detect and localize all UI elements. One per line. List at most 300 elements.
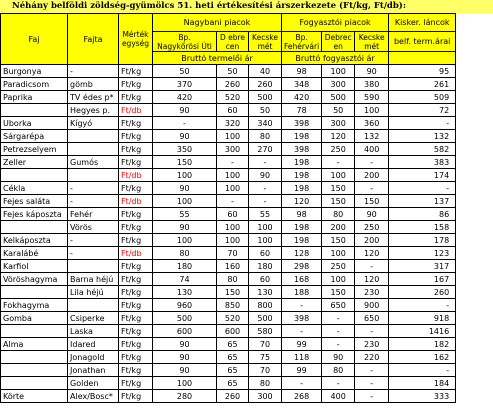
- cell-debrecen: 100: [217, 169, 249, 182]
- cell-kecskemet: 130: [249, 286, 282, 299]
- cell-kisker: 137: [389, 195, 456, 208]
- cell-kisker: 95: [389, 65, 456, 78]
- cell-unit: Ft/kg: [119, 234, 153, 247]
- cell-kisker: 317: [389, 260, 456, 273]
- cell-faj: [1, 325, 68, 338]
- cell-debrecen-fogy: -: [322, 312, 355, 325]
- cell-kecskemet: -: [249, 182, 282, 195]
- cell-debrecen: 80: [217, 273, 249, 286]
- price-table: [0, 13, 456, 403]
- cell-fajta: [68, 299, 119, 312]
- cell-bp-nagykorosi: 100: [153, 169, 217, 182]
- cell-kisker: 72: [389, 104, 456, 117]
- cell-kecskemet-fogy: -: [355, 364, 389, 377]
- header-bp-nagy-2: Nagykőrösi Úti: [157, 41, 212, 51]
- cell-faj: Petrezselyem: [1, 143, 68, 156]
- cell-faj: [1, 377, 68, 390]
- cell-bp-nagykorosi: 80: [153, 247, 217, 260]
- cell-unit: Ft/db: [119, 169, 153, 182]
- table-row: [1, 169, 456, 182]
- cell-kisker: 86: [389, 208, 456, 221]
- cell-fajta: -: [68, 234, 119, 247]
- cell-bp-fehervari: 398: [282, 312, 322, 325]
- header-unit-line1: Mérték: [122, 30, 149, 39]
- cell-kecskemet: 100: [249, 234, 282, 247]
- header-bp-feh-1: Bp.: [295, 32, 308, 42]
- cell-debrecen-fogy: 100: [322, 169, 355, 182]
- cell-kecskemet: 800: [249, 299, 282, 312]
- cell-fajta: TV édes p*: [68, 91, 119, 104]
- table-row: [1, 351, 456, 364]
- cell-kecskemet-fogy: 650: [355, 312, 389, 325]
- cell-bp-nagykorosi: 100: [153, 377, 217, 390]
- cell-kisker: 383: [389, 156, 456, 169]
- cell-kecskemet-fogy: 200: [355, 169, 389, 182]
- cell-bp-nagykorosi: 180: [153, 260, 217, 273]
- header-kecskemet-2col: [355, 32, 389, 52]
- cell-kecskemet-fogy: 220: [355, 351, 389, 364]
- cell-unit: Ft/kg: [119, 351, 153, 364]
- cell-fajta: [68, 143, 119, 156]
- cell-bp-nagykorosi: 90: [153, 182, 217, 195]
- cell-kecskemet-fogy: 120: [355, 273, 389, 286]
- cell-kecskemet-fogy: 250: [355, 221, 389, 234]
- cell-unit: Ft/kg: [119, 130, 153, 143]
- cell-bp-nagykorosi: 74: [153, 273, 217, 286]
- cell-kecskemet-fogy: 132: [355, 130, 389, 143]
- cell-bp-nagykorosi: 150: [153, 156, 217, 169]
- cell-debrecen: 65: [217, 351, 249, 364]
- cell-kecskemet-fogy: 90: [355, 208, 389, 221]
- cell-kecskemet: 60: [249, 273, 282, 286]
- cell-debrecen-fogy: 50: [322, 104, 355, 117]
- cell-kisker: 162: [389, 351, 456, 364]
- cell-debrecen-fogy: 100: [322, 273, 355, 286]
- cell-kecskemet: 40: [249, 65, 282, 78]
- cell-kecskemet: 70: [249, 364, 282, 377]
- cell-bp-fehervari: 188: [282, 286, 322, 299]
- cell-unit: Ft/kg: [119, 208, 153, 221]
- cell-unit: Ft/kg: [119, 156, 153, 169]
- cell-debrecen: 50: [217, 65, 249, 78]
- cell-unit: Ft/kg: [119, 273, 153, 286]
- cell-kecskemet: 340: [249, 117, 282, 130]
- cell-bp-fehervari: 420: [282, 91, 322, 104]
- table-row: [1, 91, 456, 104]
- cell-unit: Ft/kg: [119, 260, 153, 273]
- cell-faj: [1, 351, 68, 364]
- cell-bp-fehervari: -: [282, 325, 322, 338]
- cell-fajta: [68, 169, 119, 182]
- table-row: [1, 312, 456, 325]
- cell-bp-fehervari: 198: [282, 169, 322, 182]
- cell-kecskemet: -: [249, 195, 282, 208]
- cell-fajta: Hegyes p.: [68, 104, 119, 117]
- cell-debrecen: 260: [217, 390, 249, 403]
- header-kecskemet-1: Kecske: [252, 32, 278, 42]
- cell-fajta: -: [68, 182, 119, 195]
- header-bp-nagy-1: Bp.: [178, 32, 191, 42]
- cell-faj: [1, 286, 68, 299]
- cell-fajta: Golden: [68, 377, 119, 390]
- header-brutto-fogyasztoi: Bruttó fogyasztói ár: [282, 52, 389, 65]
- header-fogyaszto: Fogyasztói piacok: [282, 14, 389, 32]
- header-bp-fehervari: [282, 32, 322, 52]
- table-row: [1, 117, 456, 130]
- cell-bp-fehervari: 348: [282, 78, 322, 91]
- cell-unit: Ft/kg: [119, 312, 153, 325]
- cell-kisker: -: [389, 182, 456, 195]
- cell-kisker: 178: [389, 234, 456, 247]
- cell-debrecen-fogy: 80: [322, 208, 355, 221]
- cell-bp-nagykorosi: 90: [153, 338, 217, 351]
- cell-kecskemet-fogy: 380: [355, 78, 389, 91]
- cell-faj: Fejes saláta: [1, 195, 68, 208]
- cell-unit: Ft/kg: [119, 325, 153, 338]
- cell-faj: [1, 104, 68, 117]
- cell-unit: Ft/kg: [119, 221, 153, 234]
- header-debrecen2-2: en: [333, 41, 343, 51]
- header-bp-feh-2: Fehérvári: [284, 41, 320, 51]
- cell-unit: Ft/kg: [119, 299, 153, 312]
- header-unit: [119, 14, 153, 65]
- cell-kisker: 182: [389, 338, 456, 351]
- header-kecskemet: [249, 32, 282, 52]
- cell-debrecen: 60: [217, 208, 249, 221]
- table-row: [1, 273, 456, 286]
- cell-bp-fehervari: -: [282, 377, 322, 390]
- cell-kisker: 167: [389, 273, 456, 286]
- cell-fajta: Lila héjú: [68, 286, 119, 299]
- cell-unit: Ft/kg: [119, 338, 153, 351]
- cell-bp-fehervari: 198: [282, 130, 322, 143]
- cell-debrecen-fogy: 650: [322, 299, 355, 312]
- cell-debrecen-fogy: 150: [322, 182, 355, 195]
- cell-bp-nagykorosi: 100: [153, 195, 217, 208]
- table-row: [1, 104, 456, 117]
- cell-bp-nagykorosi: -: [153, 117, 217, 130]
- cell-kisker: 509: [389, 91, 456, 104]
- cell-bp-nagykorosi: 55: [153, 208, 217, 221]
- table-row: [1, 377, 456, 390]
- cell-debrecen: 70: [217, 247, 249, 260]
- cell-bp-nagykorosi: 90: [153, 130, 217, 143]
- table-row: [1, 260, 456, 273]
- cell-debrecen-fogy: 150: [322, 195, 355, 208]
- cell-bp-nagykorosi: 90: [153, 221, 217, 234]
- cell-debrecen: 150: [217, 286, 249, 299]
- cell-debrecen-fogy: 150: [322, 234, 355, 247]
- cell-bp-nagykorosi: 370: [153, 78, 217, 91]
- cell-kecskemet-fogy: 120: [355, 247, 389, 260]
- table-row: [1, 130, 456, 143]
- cell-bp-fehervari: 78: [282, 104, 322, 117]
- header-kisker: Kisker. láncok: [389, 14, 456, 32]
- cell-unit: Ft/kg: [119, 182, 153, 195]
- cell-faj: Vöröshagyma: [1, 273, 68, 286]
- cell-kecskemet: 75: [249, 351, 282, 364]
- cell-bp-fehervari: 128: [282, 247, 322, 260]
- cell-faj: Karalábé: [1, 247, 68, 260]
- cell-bp-nagykorosi: 420: [153, 91, 217, 104]
- cell-kisker: 918: [389, 312, 456, 325]
- cell-debrecen: 65: [217, 377, 249, 390]
- cell-faj: Paprika: [1, 91, 68, 104]
- cell-bp-nagykorosi: 130: [153, 286, 217, 299]
- cell-bp-fehervari: 398: [282, 117, 322, 130]
- cell-faj: Uborka: [1, 117, 68, 130]
- cell-fajta: gömb: [68, 78, 119, 91]
- cell-bp-fehervari: -: [282, 299, 322, 312]
- cell-kecskemet: 55: [249, 208, 282, 221]
- cell-debrecen-fogy: 200: [322, 221, 355, 234]
- table-row: [1, 221, 456, 234]
- cell-unit: Ft/kg: [119, 117, 153, 130]
- cell-kecskemet: 180: [249, 260, 282, 273]
- cell-kecskemet-fogy: -: [355, 260, 389, 273]
- cell-bp-fehervari: 98: [282, 208, 322, 221]
- cell-kisker: 261: [389, 78, 456, 91]
- header-kecskemet-2: mét: [257, 41, 273, 51]
- table-row: [1, 234, 456, 247]
- cell-debrecen-fogy: 100: [322, 247, 355, 260]
- cell-debrecen-fogy: 400: [322, 390, 355, 403]
- header-unit-line2: egység: [121, 39, 150, 48]
- cell-debrecen: 160: [217, 260, 249, 273]
- cell-fajta: Jonathan: [68, 364, 119, 377]
- cell-bp-nagykorosi: 600: [153, 325, 217, 338]
- cell-kecskemet-fogy: 590: [355, 91, 389, 104]
- cell-bp-nagykorosi: 100: [153, 234, 217, 247]
- cell-fajta: -: [68, 65, 119, 78]
- header-faj: Faj: [1, 14, 68, 65]
- cell-unit: Ft/db: [119, 195, 153, 208]
- cell-kecskemet-fogy: 100: [355, 104, 389, 117]
- cell-kisker: 158: [389, 221, 456, 234]
- cell-debrecen: 520: [217, 91, 249, 104]
- cell-debrecen-fogy: -: [322, 156, 355, 169]
- header-kecskemet2-1: Kecske: [358, 32, 385, 42]
- cell-bp-nagykorosi: 50: [153, 65, 217, 78]
- table-row: [1, 156, 456, 169]
- cell-fajta: Csiperke: [68, 312, 119, 325]
- cell-kecskemet: -: [249, 156, 282, 169]
- cell-kisker: 333: [389, 390, 456, 403]
- cell-unit: Ft/kg: [119, 390, 153, 403]
- cell-debrecen: 600: [217, 325, 249, 338]
- cell-kecskemet-fogy: -: [355, 325, 389, 338]
- cell-kecskemet-fogy: -: [355, 182, 389, 195]
- cell-fajta: Alex/Bosc*: [68, 390, 119, 403]
- table-row: [1, 286, 456, 299]
- cell-fajta: Kígyó: [68, 117, 119, 130]
- cell-debrecen-fogy: 250: [322, 143, 355, 156]
- cell-fajta: [68, 260, 119, 273]
- cell-kecskemet: 80: [249, 377, 282, 390]
- cell-kecskemet: 60: [249, 247, 282, 260]
- cell-fajta: Gumós: [68, 156, 119, 169]
- cell-debrecen-fogy: 120: [322, 130, 355, 143]
- cell-faj: Gomba: [1, 312, 68, 325]
- table-row: [1, 78, 456, 91]
- cell-faj: Karfiol: [1, 260, 68, 273]
- header-debrecen-1: D ebre: [219, 32, 246, 42]
- cell-faj: Burgonya: [1, 65, 68, 78]
- cell-bp-nagykorosi: 960: [153, 299, 217, 312]
- cell-kisker: 174: [389, 169, 456, 182]
- cell-faj: Fejes káposzta: [1, 208, 68, 221]
- cell-kecskemet-fogy: 400: [355, 143, 389, 156]
- cell-fajta: -: [68, 195, 119, 208]
- cell-kisker: 582: [389, 143, 456, 156]
- cell-kecskemet-fogy: 200: [355, 234, 389, 247]
- table-row: [1, 338, 456, 351]
- header-brutto-termeloi: Bruttó termelői ár: [153, 52, 282, 65]
- cell-debrecen: 100: [217, 182, 249, 195]
- cell-bp-fehervari: 98: [282, 65, 322, 78]
- cell-unit: Ft/kg: [119, 143, 153, 156]
- cell-kecskemet: 80: [249, 130, 282, 143]
- cell-kecskemet-fogy: -: [355, 156, 389, 169]
- cell-bp-fehervari: 198: [282, 221, 322, 234]
- cell-debrecen: 520: [217, 312, 249, 325]
- cell-bp-fehervari: 168: [282, 273, 322, 286]
- header-blank: [389, 52, 456, 65]
- cell-debrecen: -: [217, 195, 249, 208]
- cell-debrecen: 850: [217, 299, 249, 312]
- cell-bp-fehervari: 398: [282, 143, 322, 156]
- table-row: [1, 390, 456, 403]
- cell-bp-fehervari: 198: [282, 182, 322, 195]
- cell-debrecen: 100: [217, 221, 249, 234]
- cell-debrecen: 60: [217, 104, 249, 117]
- cell-faj: Alma: [1, 338, 68, 351]
- cell-debrecen: 65: [217, 338, 249, 351]
- cell-unit: Ft/kg: [119, 78, 153, 91]
- cell-kecskemet: 270: [249, 143, 282, 156]
- cell-unit: Ft/kg: [119, 364, 153, 377]
- cell-bp-fehervari: 99: [282, 338, 322, 351]
- table-row: [1, 65, 456, 78]
- cell-debrecen-fogy: -: [322, 338, 355, 351]
- cell-faj: Zeller: [1, 156, 68, 169]
- header-debrecen-2col: [322, 32, 355, 52]
- cell-debrecen: 320: [217, 117, 249, 130]
- cell-bp-fehervari: 120: [282, 195, 322, 208]
- cell-fajta: -: [68, 247, 119, 260]
- cell-fajta: Vörös: [68, 221, 119, 234]
- cell-debrecen-fogy: -: [322, 377, 355, 390]
- cell-bp-nagykorosi: 280: [153, 390, 217, 403]
- cell-kecskemet-fogy: 900: [355, 299, 389, 312]
- table-row: [1, 299, 456, 312]
- cell-kecskemet-fogy: 230: [355, 338, 389, 351]
- cell-kecskemet-fogy: 150: [355, 195, 389, 208]
- cell-unit: Ft/kg: [119, 65, 153, 78]
- cell-kecskemet: 500: [249, 312, 282, 325]
- cell-bp-fehervari: 198: [282, 156, 322, 169]
- cell-kecskemet: 90: [249, 169, 282, 182]
- cell-debrecen-fogy: 300: [322, 78, 355, 91]
- cell-kisker: 184: [389, 377, 456, 390]
- cell-kecskemet: 500: [249, 91, 282, 104]
- cell-debrecen-fogy: 90: [322, 351, 355, 364]
- header-debrecen2-1: Debrec: [324, 32, 352, 42]
- cell-debrecen: 65: [217, 364, 249, 377]
- cell-debrecen-fogy: 250: [322, 260, 355, 273]
- table-body: [1, 65, 456, 403]
- table-row: [1, 325, 456, 338]
- cell-kisker: -: [389, 299, 456, 312]
- cell-bp-nagykorosi: 500: [153, 312, 217, 325]
- cell-faj: Fokhagyma: [1, 299, 68, 312]
- cell-kisker: -: [389, 117, 456, 130]
- cell-unit: Ft/db: [119, 247, 153, 260]
- table-row: [1, 182, 456, 195]
- cell-debrecen: 260: [217, 78, 249, 91]
- cell-bp-fehervari: 99: [282, 364, 322, 377]
- cell-faj: [1, 221, 68, 234]
- cell-bp-nagykorosi: 90: [153, 364, 217, 377]
- cell-debrecen-fogy: -: [322, 325, 355, 338]
- cell-fajta: [68, 130, 119, 143]
- header-debrecen: [217, 32, 249, 52]
- cell-kecskemet-fogy: -: [355, 377, 389, 390]
- cell-unit: Ft/kg: [119, 377, 153, 390]
- cell-kisker: 260: [389, 286, 456, 299]
- cell-debrecen-fogy: 150: [322, 286, 355, 299]
- table-row: [1, 247, 456, 260]
- cell-bp-fehervari: 118: [282, 351, 322, 364]
- cell-fajta: Jonagold: [68, 351, 119, 364]
- cell-faj: [1, 169, 68, 182]
- cell-bp-nagykorosi: 90: [153, 351, 217, 364]
- cell-debrecen: -: [217, 156, 249, 169]
- cell-bp-fehervari: 298: [282, 260, 322, 273]
- cell-fajta: Fehér: [68, 208, 119, 221]
- cell-kisker: 1416: [389, 325, 456, 338]
- table-row: [1, 364, 456, 377]
- cell-faj: Paradicsom: [1, 78, 68, 91]
- cell-faj: [1, 364, 68, 377]
- cell-faj: Sárgarépa: [1, 130, 68, 143]
- cell-kisker: 123: [389, 247, 456, 260]
- cell-faj: Körte: [1, 390, 68, 403]
- cell-fajta: Barna héjú: [68, 273, 119, 286]
- cell-fajta: Laska: [68, 325, 119, 338]
- table-row: [1, 195, 456, 208]
- cell-bp-nagykorosi: 90: [153, 104, 217, 117]
- cell-kecskemet: 50: [249, 104, 282, 117]
- cell-kisker: 132: [389, 130, 456, 143]
- cell-debrecen-fogy: 80: [322, 364, 355, 377]
- header-bp-nagykorosi: [153, 32, 217, 52]
- header-nagybani: Nagybani piacok: [153, 14, 282, 32]
- cell-unit: Ft/kg: [119, 286, 153, 299]
- cell-bp-nagykorosi: 350: [153, 143, 217, 156]
- cell-kecskemet-fogy: 230: [355, 286, 389, 299]
- header-kecskemet2-2: mét: [364, 41, 380, 51]
- table-row: [1, 208, 456, 221]
- header-debrecen-2: cen: [225, 41, 240, 51]
- header-fajta: Fajta: [68, 14, 119, 65]
- cell-debrecen-fogy: 300: [322, 117, 355, 130]
- cell-kecskemet: 300: [249, 390, 282, 403]
- cell-bp-fehervari: 268: [282, 390, 322, 403]
- cell-debrecen: 100: [217, 130, 249, 143]
- table-row: [1, 143, 456, 156]
- cell-faj: Kelkáposzta: [1, 234, 68, 247]
